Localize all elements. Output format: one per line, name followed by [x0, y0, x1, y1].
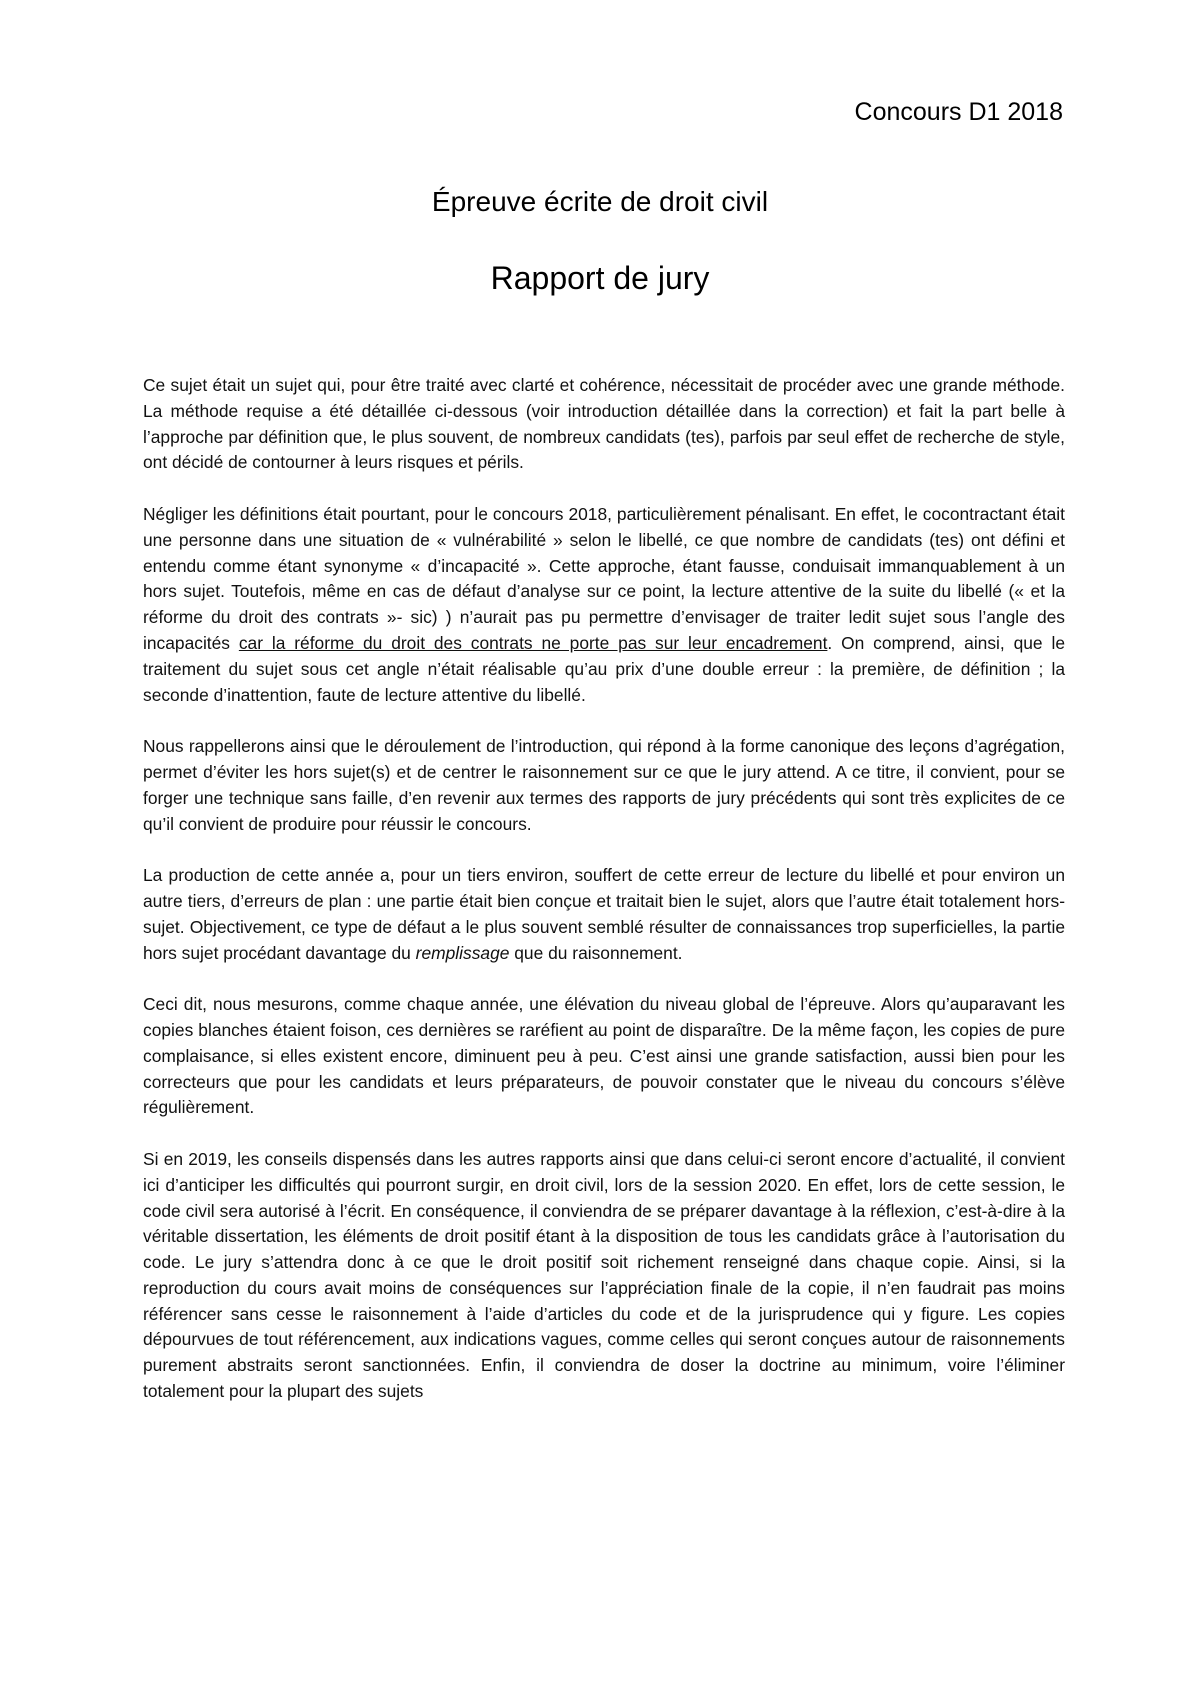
- paragraph-2-underlined-text: car la réforme du droit des contrats ne porte pas sur leur encadrement: [238, 632, 828, 653]
- paragraph-4-text-start: La production de cette année a, pour un tiers environ, souffert de cette erreur de lecture du libellé et pour environ un autre tiers, d’erreurs de plan : une partie était bien conçue et traitait bien le sujet, alors que l’autre était totalement hors-sujet. Objectivement, ce type de défaut a le plus souvent semblé résulter de connaissances trop superficielles, la partie hors sujet procédant davantage du: [143, 865, 1065, 963]
- paragraph-4: [143, 863, 1065, 966]
- paragraph-5: Ceci dit, nous mesurons, comme chaque année, une élévation du niveau global de l’épreuve. Alors qu’auparavant les copies blanches étaient foison, ces dernières se raréfient au point de disparaître. De la même façon, les copies de pure complaisance, si elles existent encore, diminuent peu à peu. C’est ainsi une grande satisfaction, aussi bien pour les correcteurs que pour les candidats et leurs préparateurs, de pouvoir constater que le niveau du concours s’élève régulièrement.: [143, 994, 1065, 1118]
- paragraph-2-text-start: Négliger les définitions était pourtant, pour le concours 2018, particulièrement pénalisant. En effet, le cocontractant était une personne dans une situation de « vulnérabilité » selon le libellé, ce que nombre de candidats (tes) ont défini et entendu comme étant synonyme « d’incapacité ». Cette approche, étant fausse, conduisait immanquablement à un hors sujet. Toutefois, même en cas de défaut d’analyse sur ce point, la lecture attentive de la suite du libellé (« et la réforme du droit des contrats »- sic) ) n’aurait pas pu permettre d’envisager de traiter ledit sujet sous l’angle des incapacités: [143, 503, 1065, 653]
- report-body: [143, 373, 1065, 1431]
- document-subtitle: Rapport de jury: [490, 260, 710, 296]
- paragraph-2: [143, 502, 1065, 708]
- document-title: Épreuve écrite de droit civil: [431, 186, 769, 217]
- paragraph-4-italic-text: remplissage: [415, 942, 510, 963]
- paragraph-4-text-end: que du raisonnement.: [509, 942, 683, 963]
- exam-label: Concours D1 2018: [854, 98, 1063, 126]
- paragraph-1: Ce sujet était un sujet qui, pour être traité avec clarté et cohérence, nécessitait de procéder avec une grande méthode. La méthode requise a été détaillée ci-dessous (voir introduction détaillée dans la correction) et fait la part belle à l’approche par définition que, le plus souvent, de nombreux candidats (tes), parfois par seul effet de recherche de style, ont décidé de contourner à leurs risques et périls.: [143, 375, 1065, 473]
- paragraph-3: Nous rappellerons ainsi que le déroulement de l’introduction, qui répond à la forme canonique des leçons d’agrégation, permet d’éviter les hors sujet(s) et de centrer le raisonnement sur ce que le jury attend. A ce titre, il convient, pour se forger une technique sans faille, d’en revenir aux termes des rapports de jury précédents qui sont très explicites de ce qu’il convient de produire pour réussir le concours.: [143, 736, 1065, 834]
- paragraph-2-text-end: . On comprend, ainsi, que le traitement du sujet sous cet angle n’était réalisable qu’au prix d’une double erreur : la première, de définition ; la seconde d’inattention, faute de lecture attentive du libellé.: [143, 632, 1065, 705]
- paragraph-6: Si en 2019, les conseils dispensés dans les autres rapports ainsi que dans celui-ci seront encore d’actualité, il convient ici d’anticiper les difficultés qui pourront surgir, en droit civil, lors de la session 2020. En effet, lors de cette session, le code civil sera autorisé à l’écrit. En conséquence, il conviendra de se préparer davantage à la réflexion, c’est-à-dire à la véritable dissertation, les éléments de droit positif étant à la disposition de tous les candidats grâce à l’autorisation du code. Le jury s’attendra donc à ce que le droit positif soit richement renseigné dans chaque copie. Ainsi, si la reproduction du cours avait moins de conséquences sur l’appréciation finale de la copie, il n’en faudrait pas moins référencer sans cesse le raisonnement à l’aide d’articles du code et de la jurisprudence qui y figure. Les copies dépourvues de tout référencement, aux indications vagues, comme celles qui seront conçues autour de raisonnements purement abstraits seront sanctionnées. Enfin, il conviendra de doser la doctrine au minimum, voire l’éliminer totalement pour la plupart des sujets: [143, 1148, 1065, 1402]
